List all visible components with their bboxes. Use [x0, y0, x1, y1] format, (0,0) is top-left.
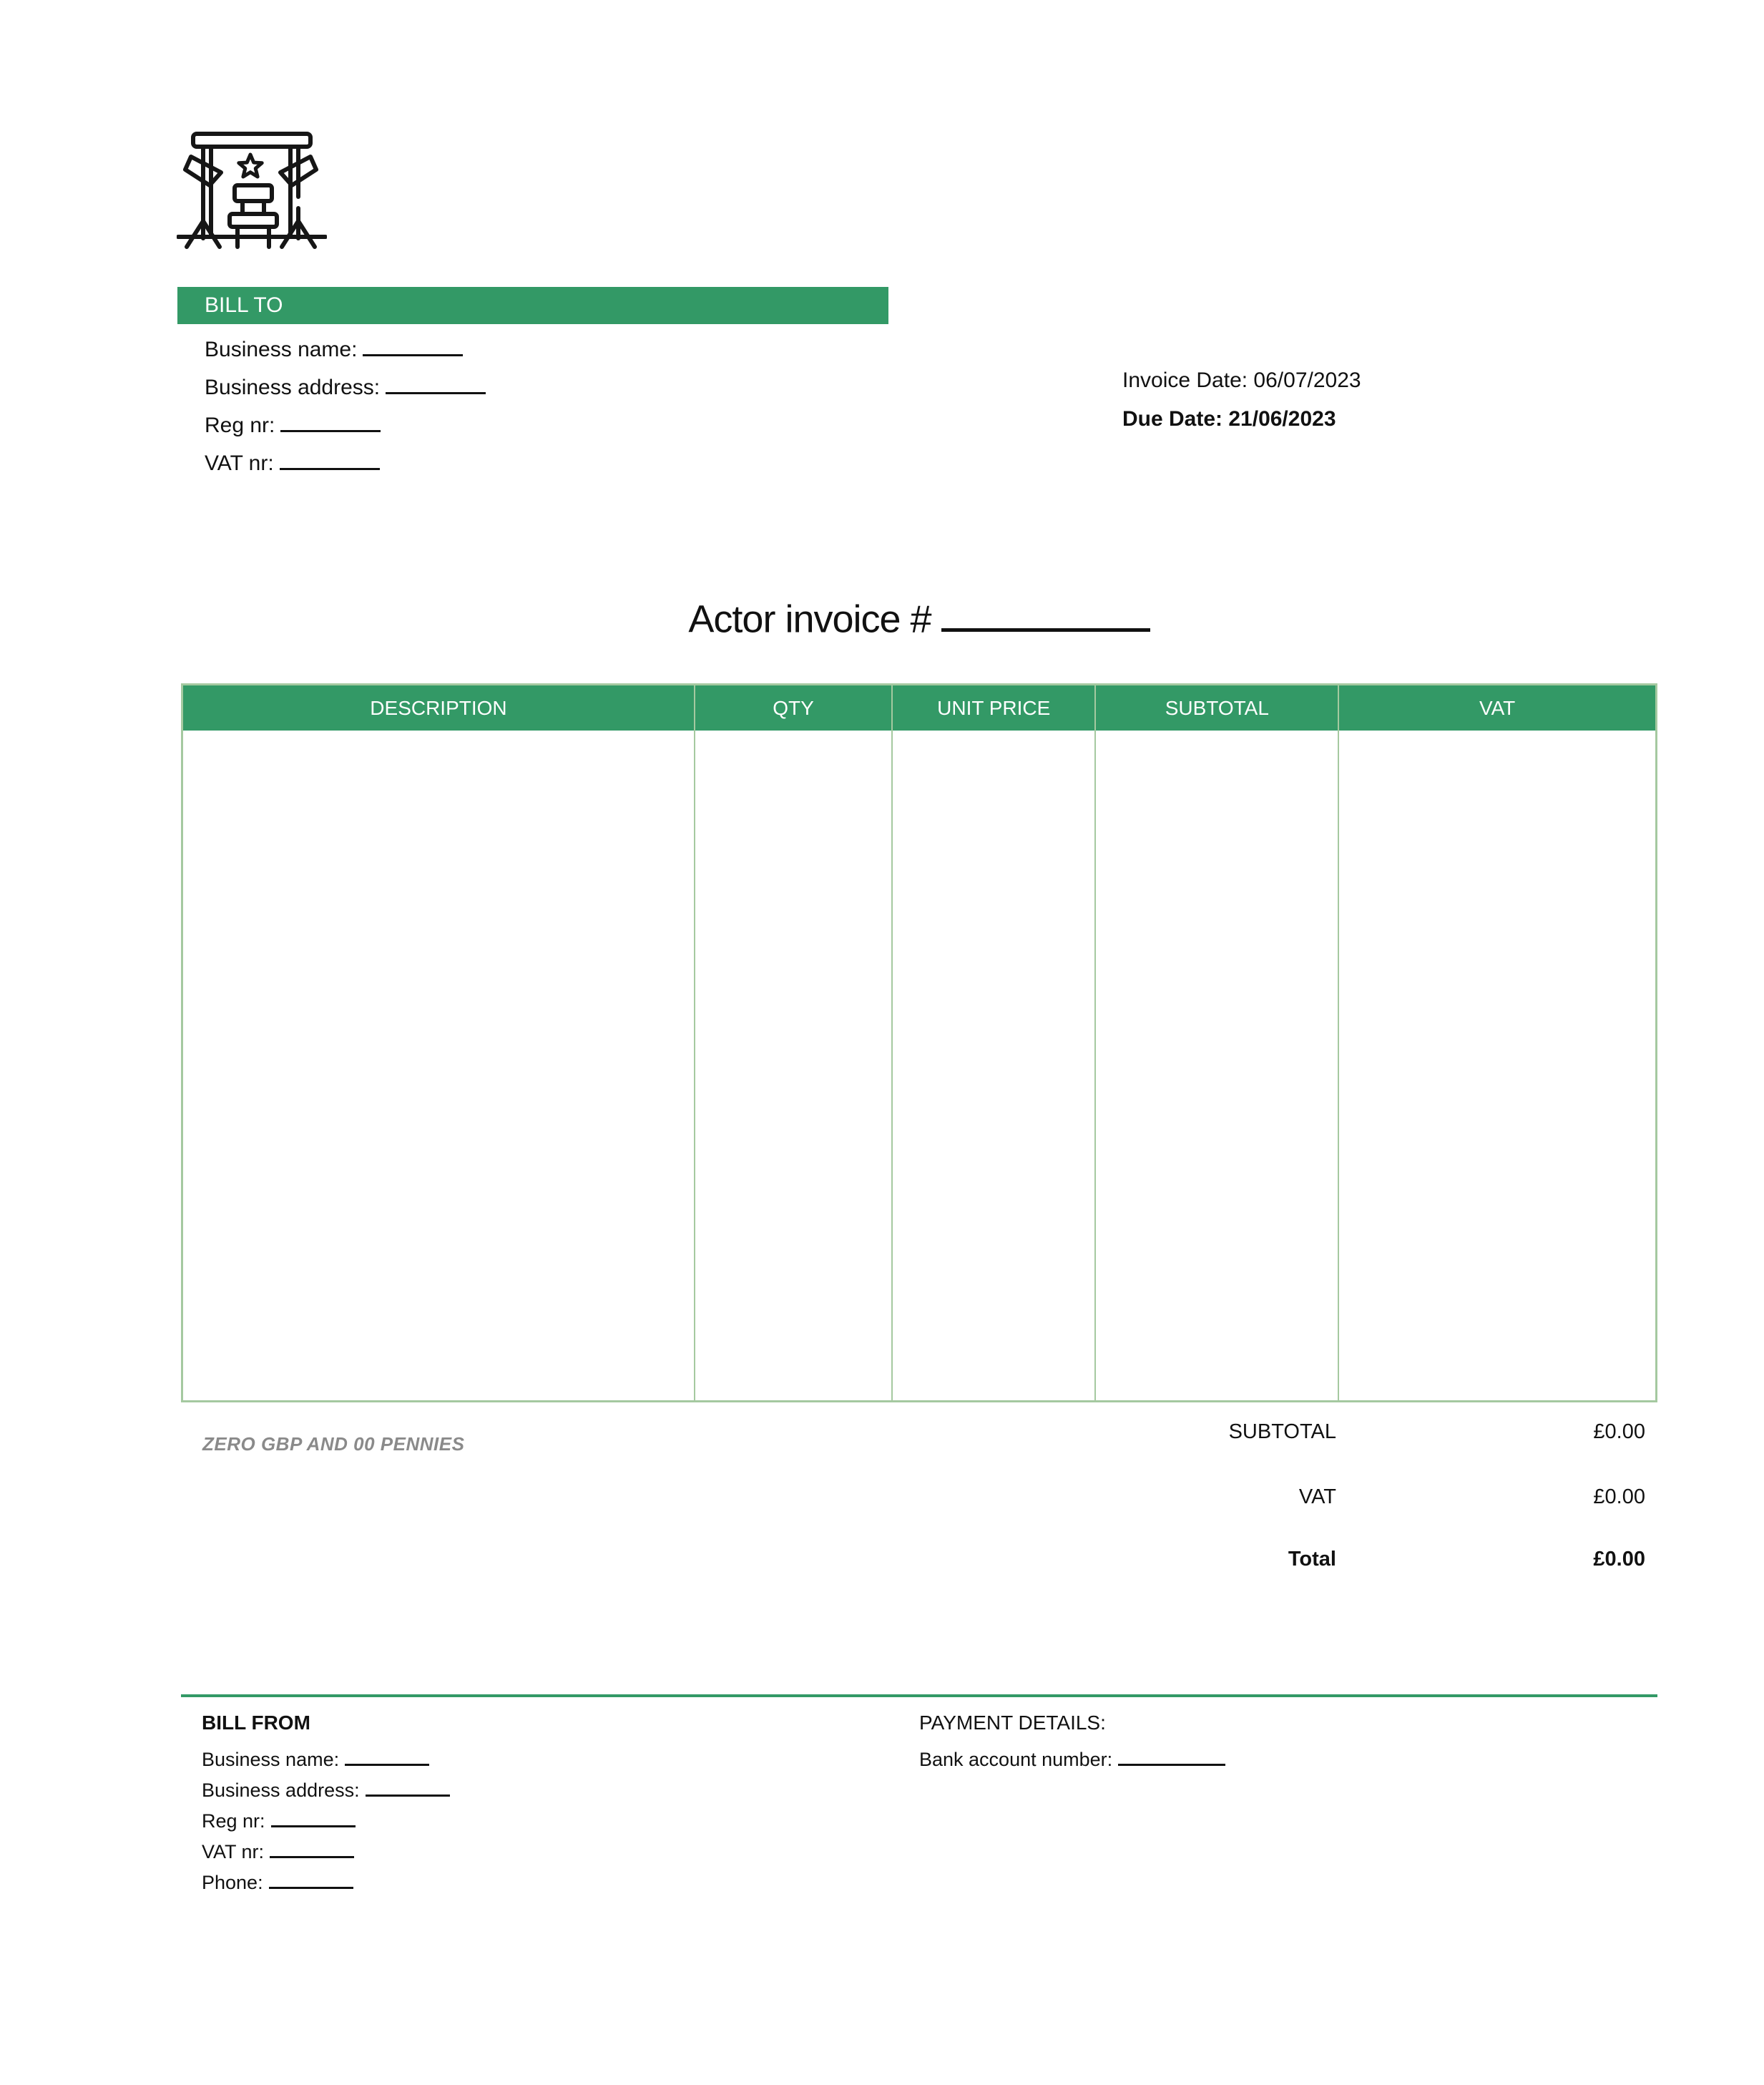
bill-from-phone-row — [202, 1867, 450, 1898]
date-block — [1122, 361, 1361, 439]
bill-from-vat-nr-label: VAT nr: — [202, 1841, 265, 1862]
bill-to-business-address-blank — [386, 374, 486, 395]
subtotal-value: £0.00 — [1593, 1420, 1645, 1443]
table-body-empty — [183, 731, 1655, 1400]
bill-from-business-address-blank — [366, 1778, 450, 1797]
bank-account-number-blank — [1118, 1747, 1225, 1766]
body-cell-vat — [1339, 731, 1655, 1400]
body-cell-description — [183, 731, 695, 1400]
invoice-number-blank — [941, 595, 1150, 632]
bill-from-business-address-row — [202, 1775, 450, 1806]
bill-to-reg-nr-row — [205, 406, 486, 444]
totals-row-vat — [181, 1485, 1657, 1514]
bill-from-vat-nr-row — [202, 1837, 450, 1867]
payment-details-header: PAYMENT DETAILS: — [919, 1712, 1106, 1734]
vat-value: £0.00 — [1593, 1485, 1645, 1508]
bank-account-number-label: Bank account number: — [919, 1749, 1113, 1770]
bill-from-fields — [202, 1744, 450, 1898]
payment-details-fields — [919, 1744, 1225, 1775]
bill-from-reg-nr-row — [202, 1806, 450, 1837]
bill-to-reg-nr-blank — [280, 412, 381, 433]
bill-to-reg-nr-label: Reg nr: — [205, 414, 275, 437]
vat-label: VAT — [1298, 1485, 1336, 1508]
column-header-unit-price: UNIT PRICE — [893, 685, 1096, 731]
bill-from-phone-blank — [269, 1870, 353, 1889]
document-title-text: Actor invoice # — [688, 597, 931, 641]
column-header-description: DESCRIPTION — [183, 685, 695, 731]
totals-row-subtotal — [181, 1420, 1657, 1449]
body-cell-qty — [695, 731, 893, 1400]
bill-from-reg-nr-blank — [271, 1809, 356, 1827]
column-header-qty: QTY — [695, 685, 893, 731]
footer-divider-line — [181, 1694, 1657, 1697]
bill-to-business-address-row — [205, 368, 486, 406]
bank-account-number-row — [919, 1744, 1225, 1775]
bill-to-vat-nr-row — [205, 444, 486, 482]
due-date: Due Date: 21/06/2023 — [1122, 407, 1336, 431]
bill-to-header-label: BILL TO — [205, 293, 283, 317]
subtotal-label: SUBTOTAL — [1228, 1420, 1336, 1443]
bill-to-business-name-row — [205, 331, 486, 368]
bill-from-vat-nr-blank — [270, 1840, 354, 1858]
table-header-row — [183, 685, 1655, 731]
invoice-date: Invoice Date: 06/07/2023 — [1122, 368, 1361, 392]
film-studio-logo-icon — [177, 131, 327, 256]
column-header-vat: VAT — [1479, 696, 1516, 719]
bill-to-fields — [205, 331, 486, 482]
bill-from-business-name-row — [202, 1744, 450, 1775]
bill-to-business-name-label: Business name: — [205, 338, 358, 361]
bill-to-business-name-blank — [363, 336, 463, 357]
bill-from-header: BILL FROM — [202, 1712, 310, 1734]
bill-from-business-name-label: Business name: — [202, 1749, 340, 1770]
total-label: Total — [1288, 1548, 1336, 1571]
total-value: £0.00 — [1593, 1548, 1645, 1571]
bill-to-business-address-label: Business address: — [205, 376, 381, 399]
amount-in-words: ZERO GBP AND 00 PENNIES — [202, 1433, 465, 1455]
bill-from-business-address-label: Business address: — [202, 1779, 360, 1801]
bill-from-phone-label: Phone: — [202, 1872, 263, 1893]
body-cell-unit-price — [893, 731, 1096, 1400]
bill-from-reg-nr-label: Reg nr: — [202, 1810, 265, 1832]
column-header-subtotal: SUBTOTAL — [1096, 685, 1339, 731]
body-cell-subtotal — [1096, 731, 1339, 1400]
bill-from-business-name-blank — [345, 1747, 429, 1766]
bill-to-vat-nr-label: VAT nr: — [205, 451, 274, 475]
totals-row-total — [181, 1548, 1657, 1576]
bill-to-vat-nr-blank — [280, 450, 380, 471]
bill-to-header-bar — [177, 287, 888, 324]
line-items-table — [181, 683, 1657, 1402]
document-title — [181, 595, 1657, 641]
